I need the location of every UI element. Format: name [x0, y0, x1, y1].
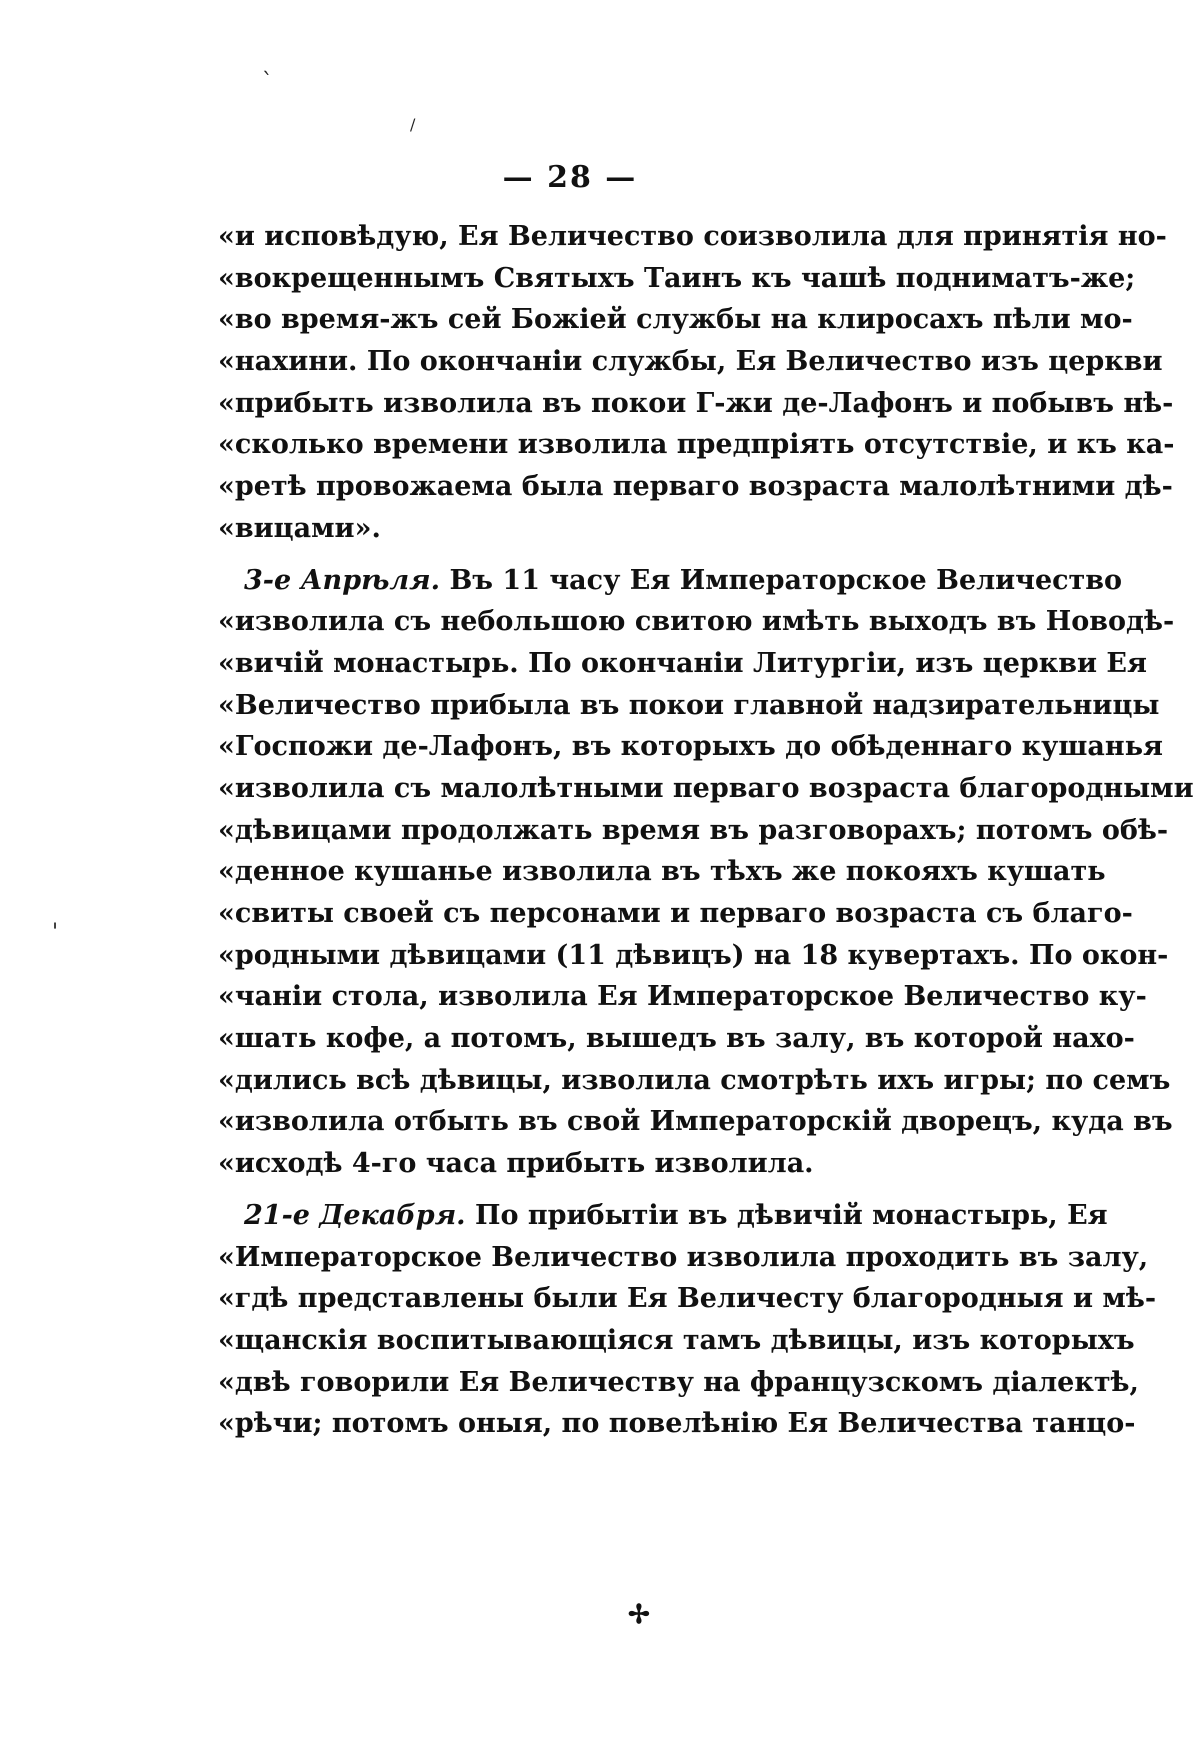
text-line-with-date — [218, 560, 1123, 602]
text-line: «щанскія воспитывающіяся тамъ дѣвицы, изъ которыхъ — [218, 1324, 1135, 1356]
stray-mark: ` — [262, 70, 273, 95]
text-line-content: По прибытіи въ дѣвичій монастырь, Ея — [474, 1199, 1108, 1231]
text-line: «прибыть изволила въ покои Г-жи де-Лафонъ и побывъ нѣ- — [218, 387, 1174, 419]
page-number: — 28 — — [502, 160, 638, 195]
text-line: «изволила съ небольшою свитою имѣть выходъ въ Новодѣ- — [218, 606, 1175, 638]
text-line: «дѣвицами продолжать время въ разговорахъ; потомъ обѣ- — [218, 814, 1169, 846]
text-line: «изволила отбыть въ свой Императорскій дворецъ, куда въ — [218, 1106, 1173, 1138]
text-line-with-date — [218, 1195, 1108, 1237]
text-line: «изволила съ малолѣтными перваго возраста благородными — [218, 772, 1194, 804]
text-line: «гдѣ представлены были Ея Величесту благородныя и мѣ- — [218, 1283, 1157, 1315]
text-line: «дились всѣ дѣвицы, изволила смотрѣть ихъ игры; по семъ — [218, 1064, 1171, 1096]
text-line: «вокрещеннымъ Святыхъ Таинъ къ чашѣ подниматъ-же; — [218, 262, 1136, 294]
text-line: «сколько времени изволила предпріять отсутствіе, и къ ка- — [218, 429, 1175, 461]
paragraph — [218, 560, 1194, 1185]
text-line: «рѣчи; потомъ оныя, по повелѣнію Ея Величества танцо- — [218, 1408, 1136, 1440]
stray-mark: / — [410, 115, 416, 134]
text-line: «родными дѣвицами (11 дѣвицъ) на 18 кувертахъ. По окон- — [218, 939, 1169, 971]
text-line: «свиты своей съ персонами и перваго возраста съ благо- — [218, 898, 1133, 929]
text-line: «и исповѣдую, Ея Величество соизволила для принятія но- — [218, 221, 1167, 252]
text-line: «ретѣ провожаема была перваго возраста малолѣтними дѣ- — [218, 471, 1173, 503]
text-line: «шать кофе, а потомъ, вышедъ въ залу, въ которой нахо- — [218, 1023, 1135, 1055]
body-text — [218, 216, 1194, 1445]
text-line: «денное кушанье изволила въ тѣхъ же покояхъ кушать — [218, 856, 1106, 888]
text-line: «Императорское Величество изволила проходить въ залу, — [218, 1241, 1149, 1273]
text-line: «вичій монастырь. По окончаніи Литургіи, изъ церкви Ея — [218, 647, 1147, 679]
text-line: «чаніи стола, изволила Ея Императорское Величество ку- — [218, 981, 1147, 1013]
text-line: «Госпожи де-Лафонъ, въ которыхъ до обѣденнаго кушанья — [218, 731, 1163, 763]
text-line-content: Въ 11 часу Ея Императорское Величество — [449, 564, 1123, 596]
text-line: «двѣ говорили Ея Величеству на французскомъ діалектѣ, — [218, 1366, 1139, 1398]
date-heading: 21-е Декабря. — [244, 1199, 466, 1231]
text-line: «во время-жъ сей Божіей службы на клиросахъ пѣли мо- — [218, 304, 1133, 336]
text-line: «вицами». — [218, 512, 381, 544]
text-line: «Величество прибыла въ покои главной надзирательницы — [218, 689, 1160, 721]
stray-mark: ' — [52, 920, 59, 945]
paragraph — [218, 1195, 1157, 1445]
text-line: «исходѣ 4-го часа прибыть изволила. — [218, 1148, 814, 1180]
date-heading: 3-е Апрѣля. — [244, 564, 441, 596]
signature-mark: ✢ — [628, 1600, 650, 1630]
paragraph — [218, 216, 1175, 550]
text-line: «нахини. По окончаніи службы, Ея Величество изъ церкви — [218, 346, 1163, 378]
